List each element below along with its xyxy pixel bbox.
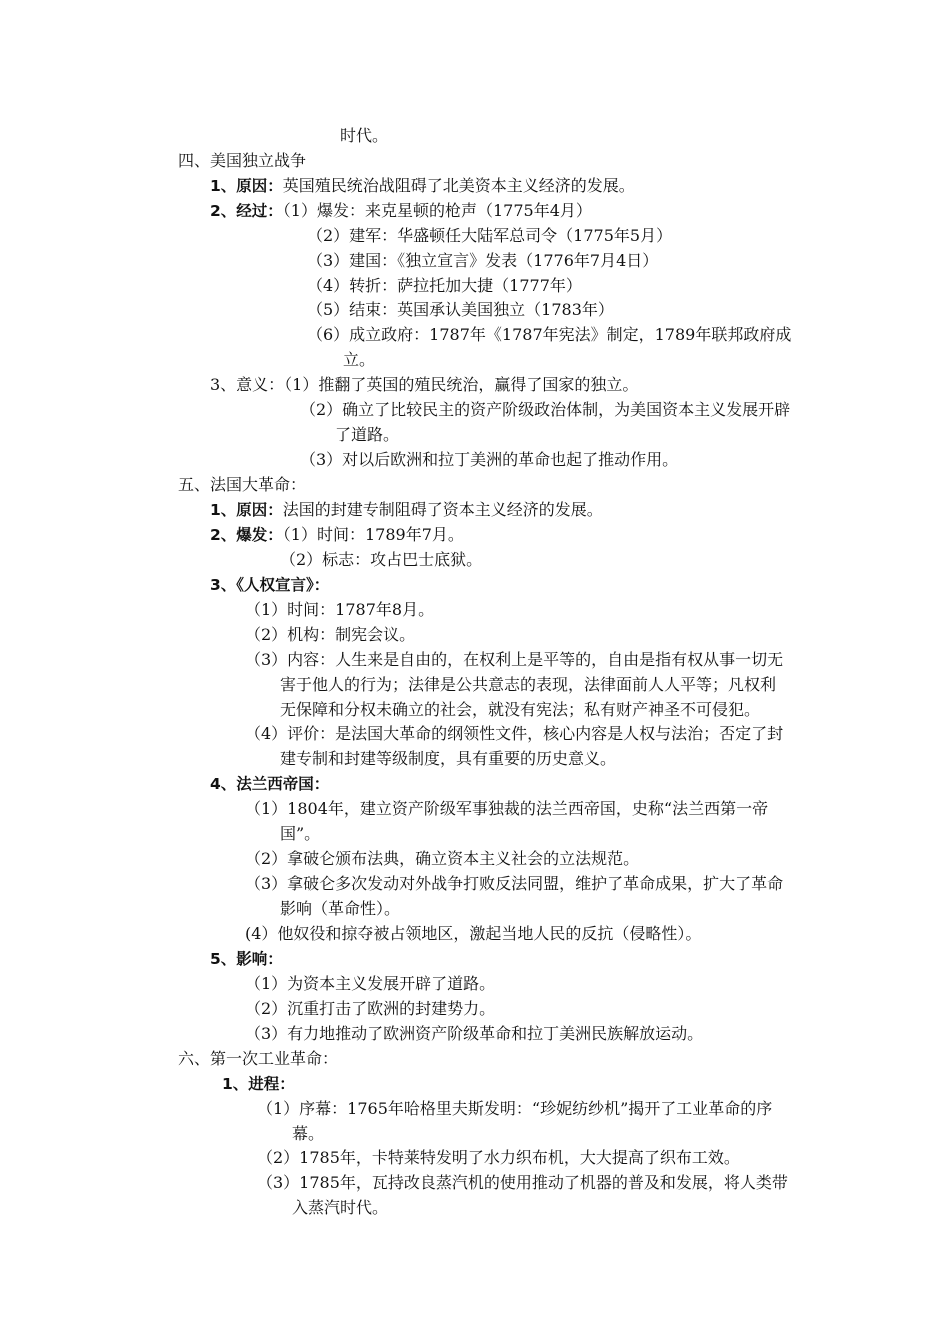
section-heading: 五、法国大革命： (178, 475, 307, 494)
text-line: 无保障和分权未确立的社会，就没有宪法；私有财产神圣不可侵犯。 (280, 700, 761, 719)
text-line: （4）评价：是法国大革命的纲领性文件，核心内容是人权与法治；否定了封 (245, 724, 784, 743)
text-line: （2）1785年，卡特莱特发明了水力织布机，大大提高了织布工效。 (257, 1148, 740, 1167)
text-line: （1）时间：1787年8月。 (245, 600, 435, 619)
text-line: 2、经过：（1）爆发：来克星顿的枪声（1775年4月） (210, 201, 592, 220)
text-line: （3）有力地推动了欧洲资产阶级革命和拉丁美洲民族解放运动。 (245, 1024, 704, 1043)
section-heading: 四、美国独立战争 (178, 151, 307, 170)
text-line: （2）机构：制宪会议。 (245, 625, 416, 644)
bold-label: 1、原因： (210, 501, 283, 519)
text-line: 时代。 (340, 126, 389, 145)
bold-label: 1、进程： (222, 1075, 295, 1093)
text-line: (4）他奴役和掠夺被占领地区，激起当地人民的反抗（侵略性）。 (245, 924, 702, 943)
text-line: 国”。 (280, 824, 321, 843)
text-line: （1）序幕：1765年哈格里夫斯发明：“珍妮纺纱机”揭开了工业革命的序 (257, 1099, 773, 1118)
text-line: （6）成立政府：1787年《1787年宪法》制定，1789年联邦政府成 (307, 325, 792, 344)
section-heading: 六、第一次工业革命： (178, 1049, 339, 1068)
text-line: （2）建军：华盛顿任大陆军总司令（1775年5月） (307, 226, 673, 245)
text-line (210, 774, 329, 794)
text-line: （2）沉重打击了欧洲的封建势力。 (245, 999, 496, 1018)
text-line (222, 1074, 295, 1094)
bold-label: 3、《人权宣言》： (210, 576, 330, 594)
text-line: （3）1785年，瓦持改良蒸汽机的使用推动了机器的普及和发展，将人类带 (257, 1173, 788, 1192)
text-line: 了道路。 (335, 425, 400, 444)
text-line: 幕。 (292, 1124, 325, 1143)
text-line: （2）拿破仑颁布法典，确立资本主义社会的立法规范。 (245, 849, 640, 868)
text-line (210, 575, 329, 595)
bold-label: 2、经过： (210, 202, 283, 220)
text-line: 立。 (343, 350, 376, 369)
bold-label: 1、原因： (210, 177, 283, 195)
text-line: 建专制和封建等级制度，具有重要的历史意义。 (280, 749, 617, 768)
text-line (210, 949, 283, 969)
text-line: 入蒸汽时代。 (292, 1198, 389, 1217)
text-line: （1）1804年，建立资产阶级军事独裁的法兰西帝国，史称“法兰西第一帝 (245, 799, 769, 818)
text-line: 1、原因：英国殖民统治战阻碍了北美资本主义经济的发展。 (210, 176, 635, 195)
bold-label: 5、影响： (210, 950, 283, 968)
text-line: 2、爆发：（1）时间：1789年7月。 (210, 525, 464, 544)
text-line: 害于他人的行为；法律是公共意志的表现，法律面前人人平等；凡权利 (280, 675, 777, 694)
text-line: （3）建国：《独立宣言》发表（1776年7月4日） (307, 251, 659, 270)
text-line: （3）拿破仑多次发动对外战争打败反法同盟，维护了革命成果，扩大了革命 (245, 874, 784, 893)
text-line: （5）结束：英国承认美国独立（1783年） (307, 300, 614, 319)
text-line: 影响（革命性）。 (280, 899, 401, 918)
text-line: 1、原因：法国的封建专制阻碍了资本主义经济的发展。 (210, 500, 603, 519)
text-line: （3）内容：人生来是自由的，在权利上是平等的，自由是指有权从事一切无 (245, 650, 784, 669)
bold-label: 2、爆发： (210, 526, 283, 544)
text-line: 3、意义：（1）推翻了英国的殖民统治，赢得了国家的独立。 (210, 375, 639, 394)
bold-label: 4、法兰西帝国： (210, 775, 330, 793)
text-line: （2）确立了比较民主的资产阶级政治体制，为美国资本主义发展开辟 (300, 400, 791, 419)
text-line: （2）标志：攻占巴士底狱。 (280, 550, 483, 569)
text-line: （3）对以后欧洲和拉丁美洲的革命也起了推动作用。 (300, 450, 679, 469)
text-line: （1）为资本主义发展开辟了道路。 (245, 974, 496, 993)
text-line: （4）转折：萨拉托加大捷（1777年） (307, 276, 582, 295)
